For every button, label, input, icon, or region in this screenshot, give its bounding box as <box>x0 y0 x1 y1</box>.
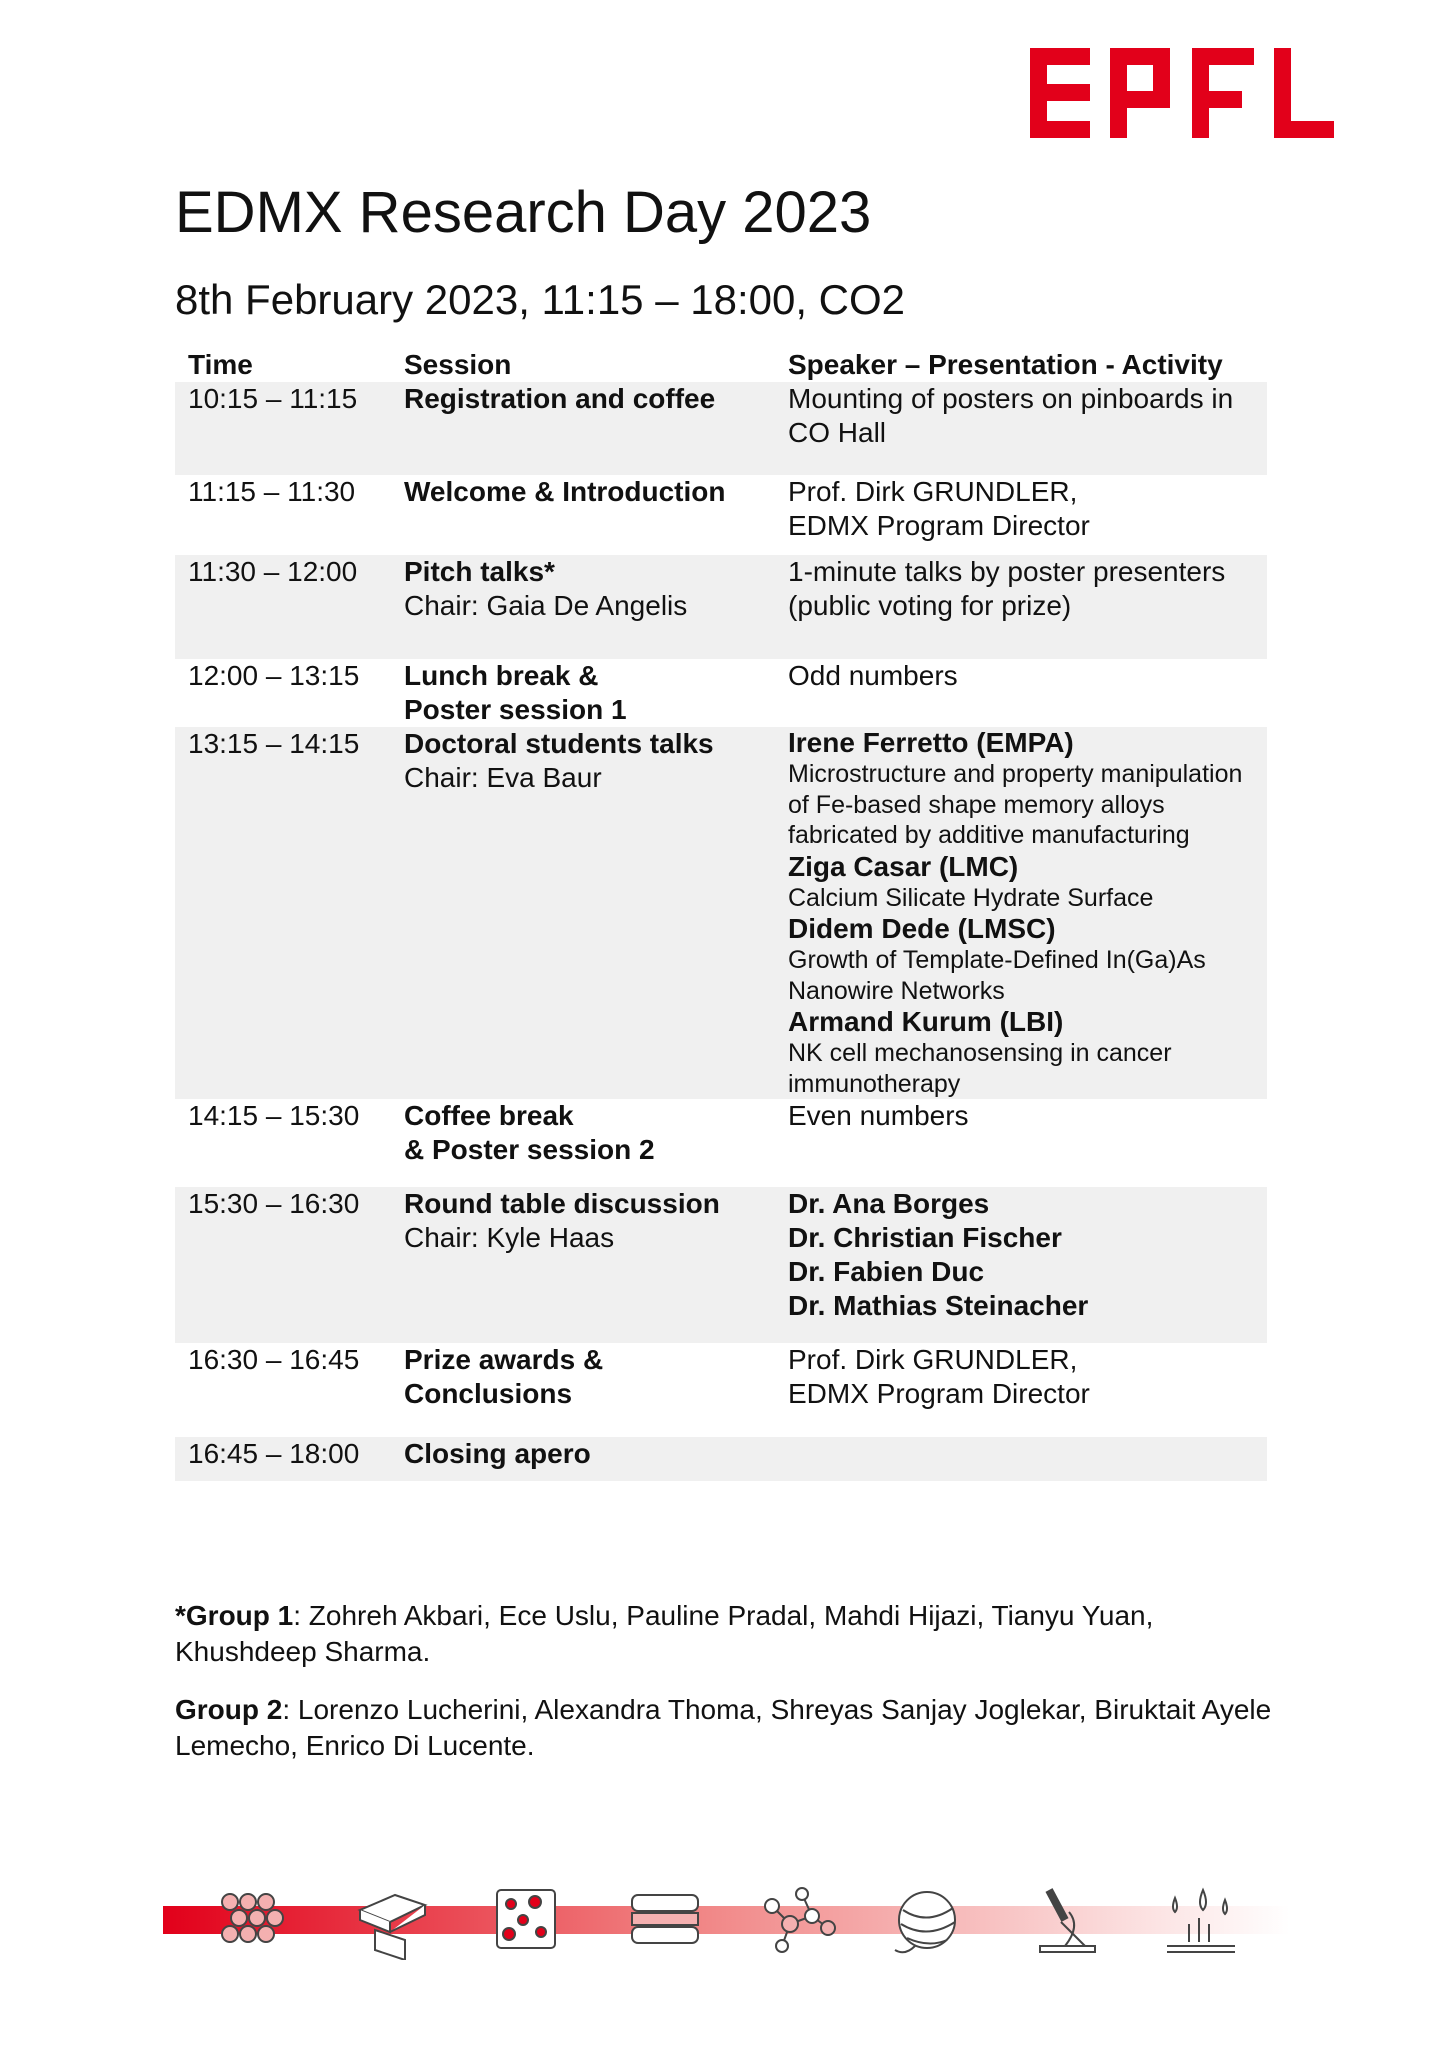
row-activity <box>775 475 1267 555</box>
session-title: Closing apero <box>404 1438 591 1469</box>
session-title: Welcome & Introduction <box>404 476 726 507</box>
row-session <box>391 555 775 659</box>
table-row <box>175 1187 1267 1343</box>
talk-speaker: Irene Ferretto (EMPA) <box>788 727 1074 758</box>
activity-line: Prof. Dirk GRUNDLER, <box>788 476 1078 507</box>
talk-title: Calcium Silicate Hydrate Surface <box>788 883 1154 912</box>
talk-title: Growth of Template-Defined In(Ga)As Nanowire Networks <box>788 946 1206 1005</box>
footer-icon-band <box>160 1880 1290 1960</box>
row-activity <box>775 1437 1267 1481</box>
session-title: Pitch talks* <box>404 556 555 587</box>
row-time: 12:00 – 13:15 <box>188 660 360 691</box>
row-activity <box>775 555 1267 659</box>
talk-speaker: Armand Kurum (LBI) <box>788 1006 1064 1037</box>
row-activity <box>775 1099 1267 1187</box>
group-1-label: *Group 1 <box>175 1600 294 1631</box>
row-time: 15:30 – 16:30 <box>175 1187 391 1343</box>
row-time: 14:15 – 15:30 <box>188 1100 360 1131</box>
talk-speaker: Didem Dede (LMSC) <box>788 913 1056 944</box>
row-session <box>391 1343 775 1437</box>
table-row <box>175 475 1267 555</box>
row-time: 13:15 – 14:15 <box>175 727 391 1099</box>
honeycomb-icon <box>222 1894 283 1942</box>
page-title: EDMX Research Day 2023 <box>175 180 872 245</box>
session-title: Registration and coffee <box>404 383 716 414</box>
row-session <box>391 1099 775 1187</box>
row-session <box>391 1437 775 1481</box>
table-header-row <box>175 348 1267 382</box>
table-row <box>175 727 1267 1099</box>
row-time: 11:30 – 12:00 <box>175 555 391 659</box>
session-chair: Chair: Eva Baur <box>404 762 602 793</box>
activity-line: Odd numbers <box>788 660 958 691</box>
row-activity <box>775 1343 1267 1437</box>
schedule-body <box>175 382 1267 1481</box>
table-row <box>175 555 1267 659</box>
table-row <box>175 1437 1267 1481</box>
session-chair: Chair: Gaia De Angelis <box>404 590 688 621</box>
row-time: 16:45 – 18:00 <box>175 1437 391 1481</box>
session-chair: Chair: Kyle Haas <box>404 1222 615 1253</box>
row-activity <box>775 659 1267 727</box>
talk-title: NK cell mechanosensing in cancer immunotherapy <box>788 1039 1172 1098</box>
activity-line: EDMX Program Director <box>788 1378 1090 1409</box>
table-row <box>175 1099 1267 1187</box>
row-activity <box>775 727 1267 1099</box>
group-2-note <box>175 1692 1285 1764</box>
row-session <box>391 475 775 555</box>
panelist-name: Dr. Mathias Steinacher <box>788 1290 1089 1321</box>
row-session <box>391 659 775 727</box>
porous-block-icon <box>497 1890 555 1948</box>
row-activity <box>775 382 1267 475</box>
panelist-name: Dr. Ana Borges <box>788 1188 990 1219</box>
panelist-name: Dr. Christian Fischer <box>788 1222 1062 1253</box>
row-activity <box>775 1187 1267 1343</box>
header-time: Time <box>188 349 253 380</box>
group-2-members: : Lorenzo Lucherini, Alexandra Thoma, Shreyas Sanjay Joglekar, Biruktait Ayele Lemecho, Enrico Di Lucente. <box>175 1694 1272 1761</box>
row-time: 16:30 – 16:45 <box>188 1344 360 1375</box>
row-time: 11:15 – 11:30 <box>188 476 356 507</box>
yarn-ball-icon <box>895 1892 955 1952</box>
row-session <box>391 727 775 1099</box>
pitch-groups-notes <box>175 1598 1285 1786</box>
epfl-logo <box>1030 48 1334 138</box>
panelist-name: Dr. Fabien Duc <box>788 1256 985 1287</box>
group-1-members: : Zohreh Akbari, Ece Uslu, Pauline Pradal, Mahdi Hijazi, Tianyu Yuan, Khushdeep Sharma. <box>175 1600 1154 1667</box>
talk-speaker: Ziga Casar (LMC) <box>788 850 1019 882</box>
row-session <box>391 1187 775 1343</box>
group-2-label: Group 2 <box>175 1694 283 1725</box>
table-row <box>175 659 1267 727</box>
header-activity: Speaker – Presentation - Activity <box>788 349 1223 380</box>
session-title: Prize awards & Conclusions <box>404 1344 604 1409</box>
header-session: Session <box>404 349 512 380</box>
activity-line: Even numbers <box>788 1100 969 1131</box>
table-row <box>175 382 1267 475</box>
activity-line: Prof. Dirk GRUNDLER, <box>788 1344 1078 1375</box>
activity-line: EDMX Program Director <box>788 510 1090 541</box>
activity-line: 1-minute talks by poster presenters (public voting for prize) <box>788 556 1226 621</box>
session-title: Lunch break & Poster session 1 <box>404 660 627 725</box>
row-time: 10:15 – 11:15 <box>175 382 391 475</box>
session-title: Coffee break & Poster session 2 <box>404 1100 655 1165</box>
talk-title: Microstructure and property manipulation of Fe-based shape memory alloys fabricated by additive manufacturing <box>788 760 1243 849</box>
row-session <box>391 382 775 475</box>
schedule-table <box>175 348 1267 1481</box>
event-date-location: 8th February 2023, 11:15 – 18:00, CO2 <box>175 276 906 323</box>
layered-sandwich-icon <box>632 1895 698 1943</box>
table-row <box>175 1343 1267 1437</box>
session-title: Round table discussion <box>404 1188 720 1219</box>
session-title: Doctoral students talks <box>404 728 714 759</box>
group-1-note <box>175 1598 1285 1670</box>
activity-line: Mounting of posters on pinboards in CO Hall <box>788 383 1234 448</box>
